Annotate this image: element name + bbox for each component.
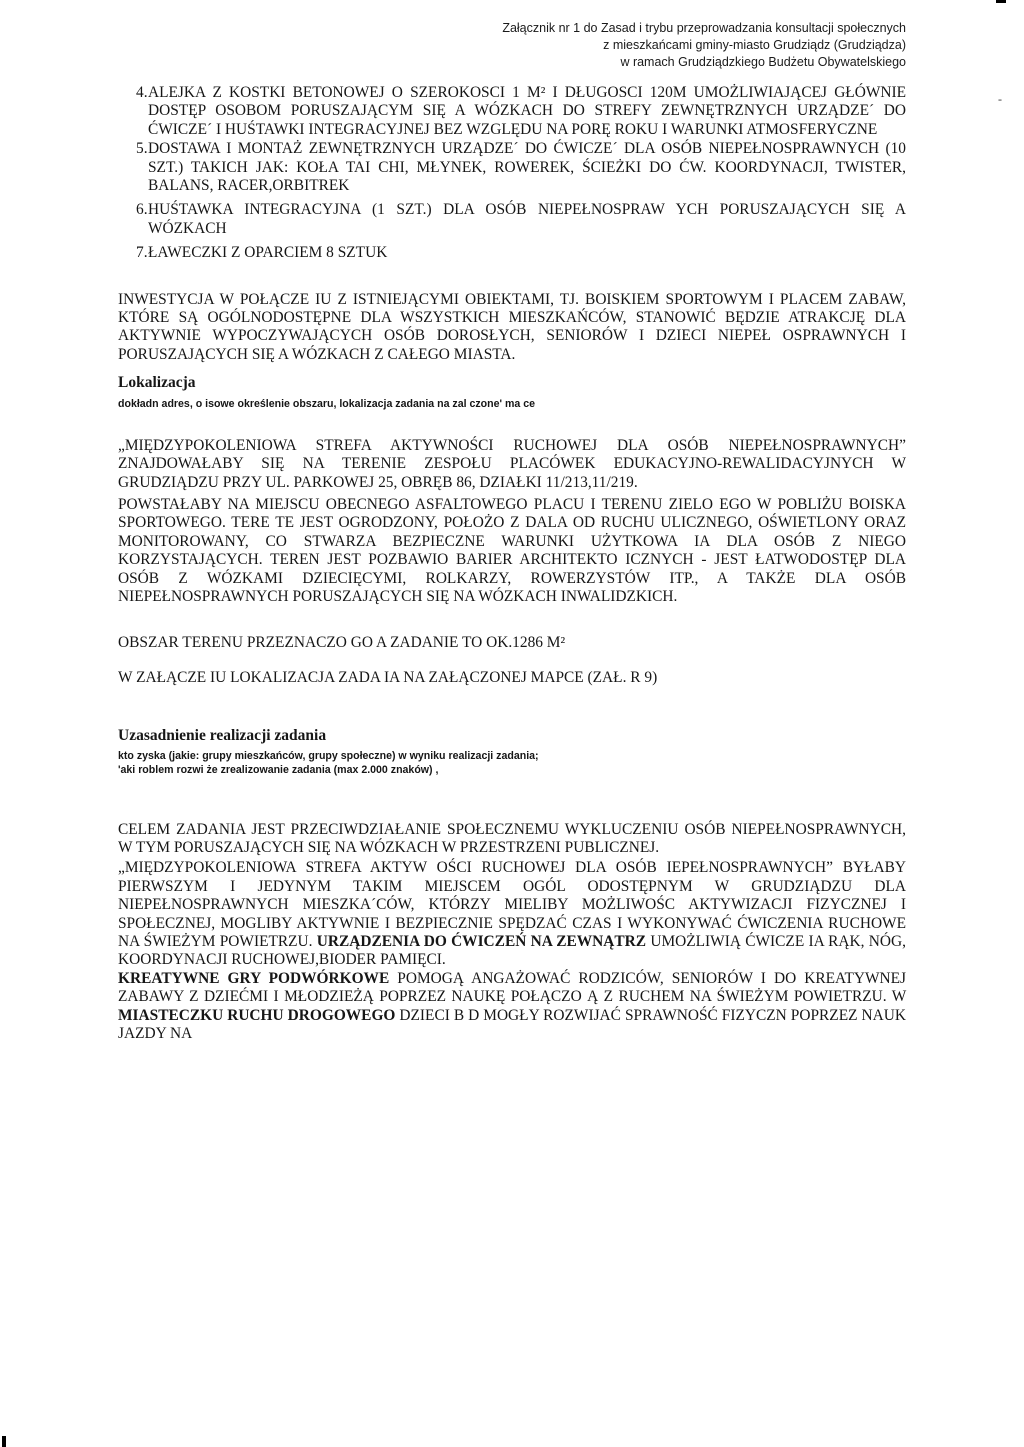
justification-sub-1: kto zyska (jakie: grupy mieszkańców, grupy społeczne) w wyniku realizacji zadania; — [118, 749, 539, 762]
justification-p2-text-a: „MIĘDZYPOKOLENIOWA STREFA AKTYW OŚCI RUCHOWEJ DLA OSÓB IEPEŁNOSPRAWNYCH” BYŁABY PIERWSZYM I JEDYNYM TAKIM MIEJSCEM OGÓL ODOSTĘPNYM W GRUDZIĄDZU DLA NIEPEŁNOSPRAWNYCH MIESZKA´CÓW, KTÓRZY MIELIBY MOŻLIWOŚC AKTYWIZACJI FIZYCZNEJ I SPOŁECZNEJ, MOGLIBY AKTYWNIE I BEZPIECZNIE SPĘDZAĆ CZAS I WYKONYWAĆ ĆWICZENIA RUCHOWE NA ŚWIEŻYM POWIETRZU. — [118, 859, 906, 950]
list-item-text: ŁAWECZKI Z OPARCIEM 8 SZTUK — [148, 244, 388, 262]
location-paragraph-2: POWSTAŁABY NA MIEJSCU OBECNEGO ASFALTOWEGO PLACU I TERENU ZIELO EGO W POBLIŻU BOISKA SPORTOWEGO. TERE TE JEST OGRODZONY, POŁOŻO Z DALA OD RUCHU ULICZNEGO, OŚWIETLONY ORAZ MONITOROWANY, CO STWARZA BEZPIECZNE WARUNKI UŻYTKOWA IA DLA OSÓB Z NIEGO KORZYSTAJĄCYCH. TEREN JEST POZBAWIO BARIER ARCHITEKTO ICZNYCH - JEST ŁATWODOSTĘP DLA OSÓB Z WÓZKAMI DZIECIĘCYMI, ROLKARZY, ROWERZYSTÓW ITP., A TAKŻE DLA OSÓB NIEPEŁNOSPRAWNYCH PORUSZAJĄCYCH SIĘ NA WÓZKACH INWALIDZKICH. — [118, 495, 906, 605]
location-subheading: dokładn adres, o isowe określenie obszaru, lokalizacja zadania na zal czone' ma ce — [118, 397, 536, 410]
list-item-number: 4. — [136, 84, 148, 101]
margin-dash: - — [998, 92, 1002, 106]
scan-artifact-top — [996, 0, 1006, 3]
header-line-3: w ramach Grudziądzkiego Budżetu Obywatelskiego — [620, 55, 906, 69]
location-paragraph-1: „MIĘDZYPOKOLENIOWA STREFA AKTYWNOŚCI RUCHOWEJ DLA OSÓB NIEPEŁNOSPRAWNYCH” ZNAJDOWAŁABY SIĘ NA TERENIE ZESPOŁU PLACÓWEK EDUKACYJNO-REWALIDACYJNYCH W GRUDZIĄDZU PRZY UL. PARKOWEJ 25, OBRĘB 86, DZIAŁKI 11/213,11/219. — [118, 436, 906, 491]
justification-sub-2: 'aki roblem rozwi że zrealizowanie zadania (max 2.000 znaków) , — [118, 763, 439, 776]
document-body — [118, 84, 906, 1043]
list-item — [118, 140, 906, 195]
justification-paragraph-1: CELEM ZADANIA JEST PRZECIWDZIAŁANIE SPOŁECZNEMU WYKLUCZENIU OSÓB NIEPEŁNOSPRAWNYCH, W TYM PORUSZAJĄCYCH SIĘ NA WÓZKACH W PRZESTRZENI PUBLICZNEJ. — [118, 820, 906, 856]
justification-p2-bold: URZĄDZENIA DO ĆWICZEŃ NA ZEWNĄTRZ — [316, 933, 647, 950]
list-item-text: DOSTAWA I MONTAŻ ZEWNĘTRZNYCH URZĄDZE´ DO ĆWICZE´ DLA OSÓB NIEPEŁNOSPRAWNYCH (10 SZT.) TAKICH JAK: KOŁA TAI CHI, MŁYNEK, ROWEREK, ŚCIEŻKI DO ĆW. KOORDYNACJI, TWISTER, BALANS, RACER,ORBITREK — [148, 140, 906, 195]
justification-p3-text-b: POMOGĄ ANGAŻOWAĆ RODZICÓW, SENIORÓW I DO KREATYWNEJ ZABAWY Z DZIEĆMI I MŁODZIEŻĄ POPRZEZ NAUKĘ POŁĄCZO Ą Z RUCHEM NA ŚWIEŻYM POWIETRZU. W — [118, 969, 906, 1006]
area-line: OBSZAR TERENU PRZEZNACZO GO A ZADANIE TO OK.1286 M² — [118, 634, 566, 652]
scan-artifact-left — [2, 1436, 6, 1447]
justification-p3-bold-c: MIASTECZKU RUCHU DROGOWEGO — [118, 1006, 396, 1024]
list-item-text: ALEJKA Z KOSTKI BETONOWEJ O SZEROKOSCI 1 M² I DŁUGOSCI 120M UMOŻLIWIAJĄCEJ GŁÓWNIE DOSTĘP OSOBOM PORUSZAJĄCYM SIĘ A WÓZKACH DO STREFY ZEWNĘTRZNYCH URZĄDZE´ DO ĆWICZE´ I HUŚTAWKI INTEGRACYJNEJ BEZ WZGLĘDU NA PORĘ ROKU I WARUNKI ATMOSFERYCZNE — [148, 84, 906, 138]
list-item-text: HUŚTAWKA INTEGRACYJNA (1 SZT.) DLA OSÓB NIEPEŁNOSPRAW YCH PORUSZAJĄCYCH SIĘ A WÓZKACH — [148, 201, 906, 237]
justification-paragraph-3 — [118, 970, 906, 1044]
location-heading: Lokalizacja — [118, 374, 196, 392]
investment-paragraph: INWESTYCJA W POŁĄCZE IU Z ISTNIEJĄCYMI OBIEKTAMI, TJ. BOISKIEM SPORTOWYM I PLACEM ZABAW, KTÓRE SĄ OGÓLNODOSTĘPNE DLA WSZYSTKICH MIESZKAŃCÓW, STANOWIĆ BĘDZIE ATRAKCJĘ DLA AKTYWNIE WYPOCZYWAJĄCYCH OSÓB DOROSŁYCH, SENIORÓW I DZIECI NIEPEŁ OSPRAWNYCH I PORUSZAJĄCYCH SIĘ A WÓZKACH Z CAŁEGO MIASTA. — [118, 290, 906, 363]
attachment-line: W ZAŁĄCZE IU LOKALIZACJA ZADA IA NA ZAŁĄCZONEJ MAPCE (ZAŁ. R 9) — [118, 668, 658, 686]
list-item-number: 7. — [136, 244, 148, 262]
justification-p2-text-c: UMOŻLIWIĄ ĆWICZE IA RĄK, NÓG, KOORDYNACJI RUCHOWEJ,BIODER PAMIĘCI. — [118, 933, 906, 969]
list-item-number: 5. — [136, 140, 148, 158]
list-item — [118, 84, 906, 139]
header-line-1: Załącznik nr 1 do Zasad i trybu przeprowadzania konsultacji społecznych — [502, 21, 906, 35]
list-item — [118, 201, 906, 238]
justification-p3-bold-a: KREATYWNE GRY PODWÓRKOWE — [118, 969, 390, 987]
attachment-header — [502, 20, 906, 71]
list-item — [118, 244, 906, 262]
justification-paragraph-2 — [118, 859, 906, 969]
list-item-number: 6. — [136, 201, 148, 219]
justification-p3-text-d: DZIECI B D MOGŁY ROZWIJAĆ SPRAWNOŚĆ FIZYCZN POPRZEZ NAUK JAZDY NA — [118, 1006, 906, 1043]
header-line-2: z mieszkańcami gminy-miasto Grudziądz (Grudziądza) — [603, 38, 906, 52]
justification-heading: Uzasadnienie realizacji zadania — [118, 727, 327, 745]
